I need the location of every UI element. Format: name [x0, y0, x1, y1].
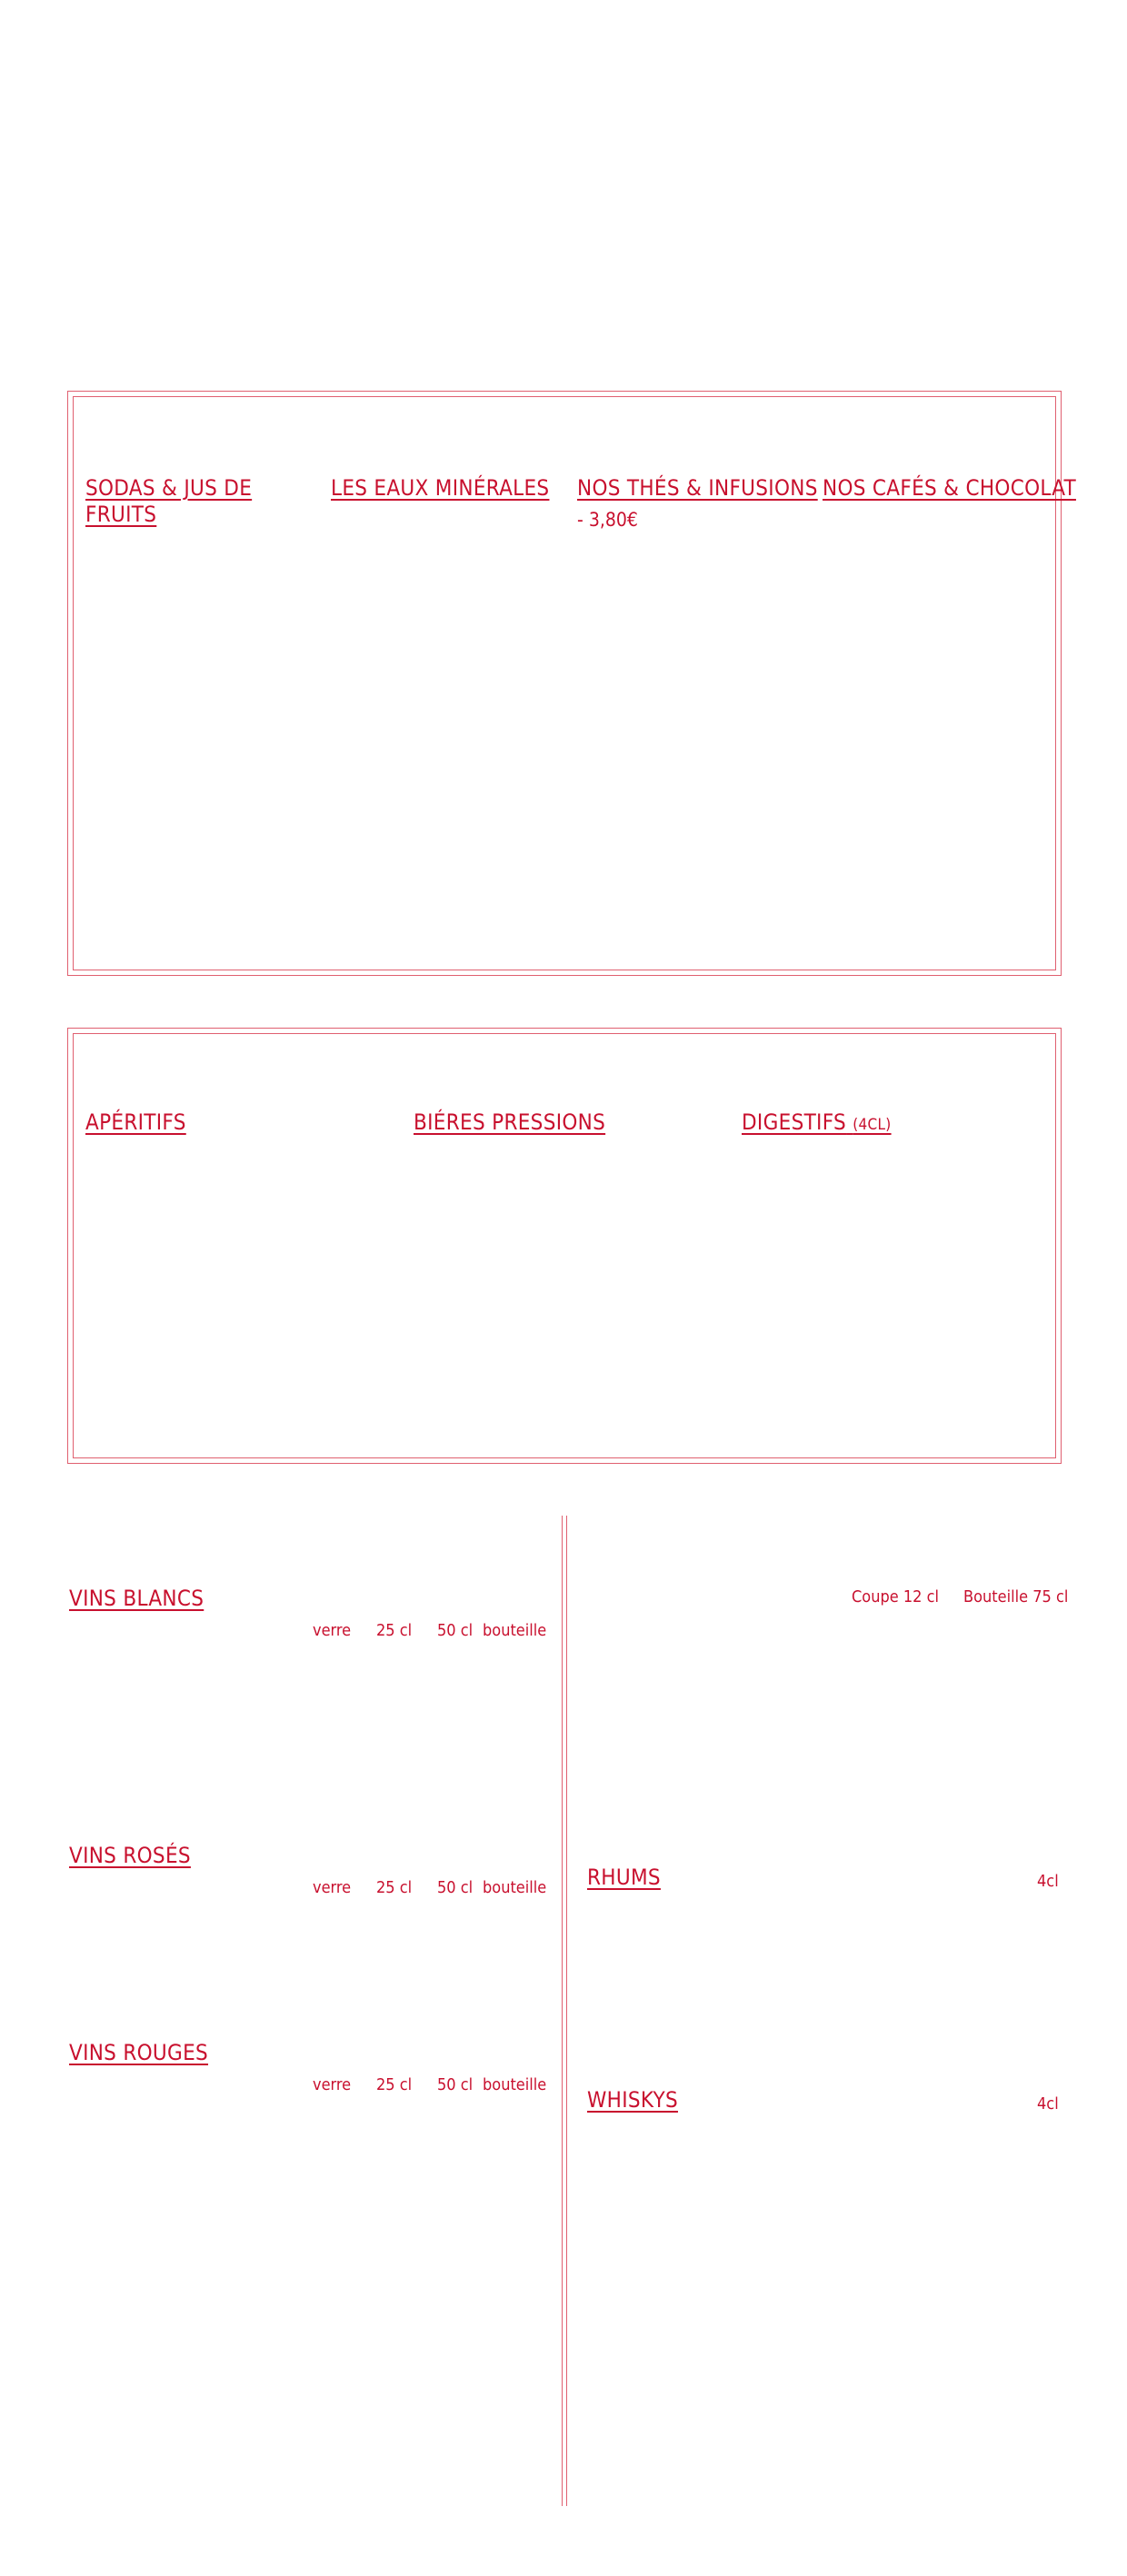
whiskys-unit: 4cl: [1037, 2094, 1059, 2114]
vins-blancs-col-50: 50 cl: [437, 1621, 474, 1640]
sodas-title: SODAS & JUS DE FRUITS: [85, 475, 253, 527]
whiskys-title: WHISKYS: [587, 2087, 678, 2113]
vins-roses-col-bouteille: bouteille: [483, 1878, 547, 1897]
thes-price: - 3,80€: [577, 509, 638, 531]
aperitifs-title: APÉRITIFS: [85, 1109, 186, 1135]
champagne-col-bouteille: Bouteille 75 cl: [963, 1587, 1069, 1606]
vins-rouges-col-50: 50 cl: [437, 2075, 474, 2094]
eaux-title: LES EAUX MINÉRALES: [331, 475, 550, 501]
vins-rouges-title: VINS ROUGES: [69, 2040, 209, 2065]
thes-title: NOS THÉS & INFUSIONS: [577, 475, 818, 501]
vins-roses-col-25: 25 cl: [376, 1878, 413, 1897]
cafes-title: NOS CAFÉS & CHOCOLAT: [823, 475, 1076, 501]
vins-roses-col-50: 50 cl: [437, 1878, 474, 1897]
vins-rouges-col-25: 25 cl: [376, 2075, 413, 2094]
rhums-title: RHUMS: [587, 1865, 661, 1890]
rhums-unit: 4cl: [1037, 1872, 1059, 1891]
digestifs-label: DIGESTIFS: [742, 1109, 847, 1135]
vins-blancs-col-25: 25 cl: [376, 1621, 413, 1640]
alcools-frame-inner: [73, 1033, 1056, 1458]
column-divider-right: [566, 1516, 567, 2506]
vins-blancs-col-verre: verre: [313, 1621, 352, 1640]
bieres-title: BIÉRES PRESSIONS: [414, 1109, 606, 1135]
digestifs-unit: (4CL): [853, 1116, 892, 1134]
digestifs-title: [742, 1109, 892, 1139]
vins-rouges-col-bouteille: bouteille: [483, 2075, 547, 2094]
column-divider-left: [562, 1516, 563, 2506]
vins-roses-title: VINS ROSÉS: [69, 1843, 191, 1868]
vins-rouges-col-verre: verre: [313, 2075, 352, 2094]
champagne-col-coupe: Coupe 12 cl: [852, 1587, 940, 1606]
vins-blancs-col-bouteille: bouteille: [483, 1621, 547, 1640]
vins-roses-col-verre: verre: [313, 1878, 352, 1897]
vins-blancs-title: VINS BLANCS: [69, 1586, 204, 1611]
